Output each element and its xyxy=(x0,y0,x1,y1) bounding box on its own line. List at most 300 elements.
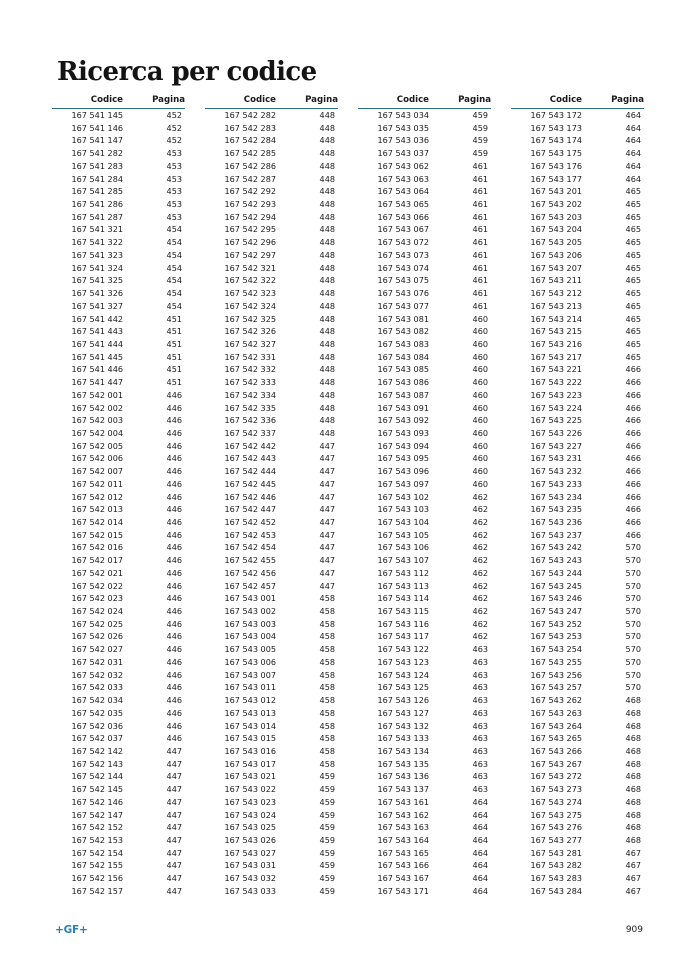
product-code: 167 542 145 xyxy=(71,784,123,795)
table-row xyxy=(205,809,338,822)
product-code: 167 542 443 xyxy=(224,453,276,464)
page-ref: 461 xyxy=(472,160,488,171)
page-ref: 465 xyxy=(625,249,641,260)
page-ref: 447 xyxy=(166,758,182,769)
table-row xyxy=(52,529,185,542)
page-ref: 464 xyxy=(625,160,641,171)
table-row xyxy=(205,262,338,275)
page-ref: 465 xyxy=(625,313,641,324)
header-codice: Codice xyxy=(243,95,276,105)
code-column-2 xyxy=(205,95,338,898)
table-row xyxy=(205,707,338,720)
page-ref: 459 xyxy=(472,148,488,159)
page-ref: 464 xyxy=(625,148,641,159)
product-code: 167 543 282 xyxy=(530,860,582,871)
table-row xyxy=(511,834,644,847)
product-code: 167 543 081 xyxy=(377,313,429,324)
page-title: Ricerca per codice xyxy=(57,57,317,88)
product-code: 167 543 007 xyxy=(224,669,276,680)
table-row xyxy=(358,325,491,338)
page-ref: 448 xyxy=(319,186,335,197)
page-ref: 447 xyxy=(166,745,182,756)
product-code: 167 543 015 xyxy=(224,733,276,744)
table-row xyxy=(511,274,644,287)
product-code: 167 542 016 xyxy=(71,542,123,553)
page-ref: 460 xyxy=(472,326,488,337)
page-ref: 463 xyxy=(472,758,488,769)
product-code: 167 542 022 xyxy=(71,580,123,591)
product-code: 167 543 161 xyxy=(377,796,429,807)
table-row xyxy=(358,249,491,262)
product-code: 167 543 223 xyxy=(530,389,582,400)
product-code: 167 543 102 xyxy=(377,491,429,502)
product-code: 167 543 211 xyxy=(530,275,582,286)
page-ref: 454 xyxy=(166,224,182,235)
page-ref: 462 xyxy=(472,593,488,604)
table-row xyxy=(358,376,491,389)
product-code: 167 543 004 xyxy=(224,631,276,642)
page-ref: 461 xyxy=(472,186,488,197)
table-row xyxy=(358,402,491,415)
table-row xyxy=(358,859,491,872)
table-row xyxy=(511,313,644,326)
page-ref: 464 xyxy=(472,885,488,896)
page-ref: 459 xyxy=(319,809,335,820)
table-row xyxy=(511,643,644,656)
page-ref: 448 xyxy=(319,275,335,286)
product-code: 167 543 127 xyxy=(377,707,429,718)
product-code: 167 543 132 xyxy=(377,720,429,731)
page-ref: 466 xyxy=(625,478,641,489)
product-code: 167 542 147 xyxy=(71,809,123,820)
product-code: 167 542 454 xyxy=(224,542,276,553)
page-ref: 460 xyxy=(472,427,488,438)
table-row xyxy=(52,885,185,898)
header-codice: Codice xyxy=(90,95,123,105)
page-ref: 448 xyxy=(319,211,335,222)
table-row xyxy=(358,313,491,326)
page-ref: 447 xyxy=(166,784,182,795)
page-ref: 459 xyxy=(319,822,335,833)
page-ref: 463 xyxy=(472,745,488,756)
page-ref: 446 xyxy=(166,580,182,591)
page-ref: 463 xyxy=(472,682,488,693)
product-code: 167 542 452 xyxy=(224,517,276,527)
table-row xyxy=(511,745,644,758)
page-ref: 570 xyxy=(625,669,641,680)
page-ref: 570 xyxy=(625,644,641,655)
table-row xyxy=(52,783,185,796)
table-row xyxy=(205,211,338,224)
table-row xyxy=(511,147,644,160)
table-row xyxy=(52,516,185,529)
product-code: 167 543 104 xyxy=(377,517,429,527)
table-row xyxy=(511,427,644,440)
product-code: 167 543 272 xyxy=(530,771,582,782)
page-ref: 468 xyxy=(625,758,641,769)
table-row xyxy=(358,694,491,707)
product-code: 167 542 442 xyxy=(224,440,276,451)
table-row xyxy=(358,109,491,122)
table-row xyxy=(205,567,338,580)
page-ref: 465 xyxy=(625,262,641,273)
page-ref: 461 xyxy=(472,237,488,248)
product-code: 167 543 135 xyxy=(377,758,429,769)
product-code: 167 543 114 xyxy=(377,593,429,604)
table-row xyxy=(52,580,185,593)
product-code: 167 543 275 xyxy=(530,809,582,820)
page-ref: 448 xyxy=(319,110,335,120)
page-ref: 458 xyxy=(319,695,335,706)
product-code: 167 542 153 xyxy=(71,834,123,845)
page-ref: 466 xyxy=(625,504,641,515)
page-ref: 452 xyxy=(166,122,182,133)
page-ref: 461 xyxy=(472,300,488,311)
page-ref: 458 xyxy=(319,720,335,731)
page-ref: 447 xyxy=(319,504,335,515)
page-ref: 461 xyxy=(472,288,488,299)
table-row xyxy=(205,745,338,758)
product-code: 167 542 035 xyxy=(71,707,123,718)
table-row xyxy=(511,389,644,402)
table-row xyxy=(358,783,491,796)
table-row xyxy=(511,821,644,834)
page-ref: 458 xyxy=(319,593,335,604)
table-row xyxy=(205,287,338,300)
page-ref: 446 xyxy=(166,733,182,744)
table-row xyxy=(205,859,338,872)
page-ref: 463 xyxy=(472,720,488,731)
table-row xyxy=(358,630,491,643)
table-row xyxy=(52,440,185,453)
table-row xyxy=(52,223,185,236)
page-number: 909 xyxy=(625,925,643,935)
header-pagina: Pagina xyxy=(611,95,644,105)
page-ref: 464 xyxy=(472,860,488,871)
page-ref: 447 xyxy=(166,822,182,833)
page-ref: 446 xyxy=(166,491,182,502)
product-code: 167 543 037 xyxy=(377,148,429,159)
page-ref: 461 xyxy=(472,224,488,235)
table-row xyxy=(358,414,491,427)
page-ref: 446 xyxy=(166,517,182,527)
table-row xyxy=(511,109,644,122)
table-row xyxy=(205,223,338,236)
product-code: 167 543 035 xyxy=(377,122,429,133)
table-row xyxy=(52,173,185,186)
table-row xyxy=(52,745,185,758)
page-ref: 446 xyxy=(166,415,182,426)
table-row xyxy=(52,720,185,733)
page-ref: 570 xyxy=(625,542,641,553)
table-row xyxy=(205,351,338,364)
product-code: 167 543 134 xyxy=(377,745,429,756)
table-row xyxy=(358,720,491,733)
header-codice: Codice xyxy=(396,95,429,105)
page-ref: 454 xyxy=(166,237,182,248)
header-codice: Codice xyxy=(549,95,582,105)
product-code: 167 542 006 xyxy=(71,453,123,464)
page-ref: 461 xyxy=(472,249,488,260)
product-code: 167 542 444 xyxy=(224,466,276,477)
product-code: 167 543 273 xyxy=(530,784,582,795)
table-row xyxy=(52,160,185,173)
product-code: 167 542 146 xyxy=(71,796,123,807)
product-code: 167 543 003 xyxy=(224,618,276,629)
page-ref: 448 xyxy=(319,249,335,260)
product-code: 167 543 091 xyxy=(377,402,429,413)
page-ref: 453 xyxy=(166,148,182,159)
page-ref: 452 xyxy=(166,135,182,146)
page-ref: 446 xyxy=(166,504,182,515)
table-row xyxy=(511,872,644,885)
product-code: 167 543 033 xyxy=(224,885,276,896)
product-code: 167 543 117 xyxy=(377,631,429,642)
product-code: 167 541 444 xyxy=(71,338,123,349)
page-ref: 464 xyxy=(472,796,488,807)
product-code: 167 543 077 xyxy=(377,300,429,311)
table-row xyxy=(358,173,491,186)
table-row xyxy=(358,363,491,376)
table-row xyxy=(52,503,185,516)
product-code: 167 542 025 xyxy=(71,618,123,629)
page-ref: 448 xyxy=(319,148,335,159)
page-ref: 448 xyxy=(319,300,335,311)
product-code: 167 543 267 xyxy=(530,758,582,769)
header-pagina: Pagina xyxy=(152,95,185,105)
product-code: 167 543 027 xyxy=(224,847,276,858)
page-ref: 465 xyxy=(625,211,641,222)
page-ref: 446 xyxy=(166,567,182,578)
table-row xyxy=(511,325,644,338)
page-ref: 447 xyxy=(166,771,182,782)
page-ref: 451 xyxy=(166,338,182,349)
table-row xyxy=(205,389,338,402)
table-row xyxy=(358,491,491,504)
page-ref: 464 xyxy=(472,847,488,858)
table-row xyxy=(205,325,338,338)
page-ref: 467 xyxy=(625,885,641,896)
page-ref: 463 xyxy=(472,644,488,655)
table-row xyxy=(52,389,185,402)
table-row xyxy=(52,847,185,860)
page-ref: 458 xyxy=(319,707,335,718)
table-row xyxy=(358,274,491,287)
page-ref: 463 xyxy=(472,669,488,680)
page-ref: 461 xyxy=(472,262,488,273)
product-code: 167 543 031 xyxy=(224,860,276,871)
product-code: 167 543 243 xyxy=(530,555,582,566)
product-code: 167 542 295 xyxy=(224,224,276,235)
table-row xyxy=(511,656,644,669)
page-ref: 463 xyxy=(472,695,488,706)
page-ref: 461 xyxy=(472,173,488,184)
table-row xyxy=(358,338,491,351)
table-row xyxy=(52,274,185,287)
table-row xyxy=(511,770,644,783)
product-code: 167 541 324 xyxy=(71,262,123,273)
product-code: 167 542 331 xyxy=(224,351,276,362)
product-code: 167 543 162 xyxy=(377,809,429,820)
product-code: 167 542 327 xyxy=(224,338,276,349)
table-row xyxy=(511,160,644,173)
page-ref: 448 xyxy=(319,338,335,349)
table-row xyxy=(205,376,338,389)
page-ref: 453 xyxy=(166,160,182,171)
product-code: 167 543 082 xyxy=(377,326,429,337)
code-column-1 xyxy=(52,95,185,898)
page-ref: 460 xyxy=(472,453,488,464)
product-code: 167 543 263 xyxy=(530,707,582,718)
product-code: 167 541 146 xyxy=(71,122,123,133)
table-row xyxy=(511,300,644,313)
product-code: 167 542 001 xyxy=(71,389,123,400)
page-ref: 446 xyxy=(166,478,182,489)
page-ref: 454 xyxy=(166,262,182,273)
table-row xyxy=(358,351,491,364)
product-code: 167 542 013 xyxy=(71,504,123,515)
table-row xyxy=(52,414,185,427)
page-ref: 464 xyxy=(472,822,488,833)
product-code: 167 543 032 xyxy=(224,873,276,884)
table-row xyxy=(52,452,185,465)
table-row xyxy=(511,134,644,147)
product-code: 167 543 026 xyxy=(224,834,276,845)
table-row xyxy=(511,732,644,745)
table-row xyxy=(511,516,644,529)
page-ref: 460 xyxy=(472,440,488,451)
table-row xyxy=(358,707,491,720)
table-row xyxy=(52,300,185,313)
page-ref: 460 xyxy=(472,338,488,349)
product-code: 167 543 265 xyxy=(530,733,582,744)
table-row xyxy=(205,300,338,313)
table-row xyxy=(511,580,644,593)
table-row xyxy=(511,503,644,516)
table-row xyxy=(52,681,185,694)
product-code: 167 543 205 xyxy=(530,237,582,248)
page-ref: 448 xyxy=(319,288,335,299)
table-row xyxy=(205,758,338,771)
table-row xyxy=(511,491,644,504)
page-ref: 446 xyxy=(166,695,182,706)
page-ref: 447 xyxy=(319,580,335,591)
page-ref: 466 xyxy=(625,427,641,438)
page-ref: 570 xyxy=(625,606,641,617)
table-row xyxy=(511,363,644,376)
product-code: 167 543 115 xyxy=(377,606,429,617)
page-ref: 468 xyxy=(625,822,641,833)
table-row xyxy=(205,402,338,415)
table-row xyxy=(511,122,644,135)
table-row xyxy=(358,605,491,618)
page-ref: 446 xyxy=(166,682,182,693)
page-ref: 459 xyxy=(319,771,335,782)
table-row xyxy=(511,669,644,682)
table-row xyxy=(205,834,338,847)
page-ref: 448 xyxy=(319,402,335,413)
page-ref: 448 xyxy=(319,160,335,171)
table-row xyxy=(52,198,185,211)
table-row xyxy=(52,872,185,885)
table-row xyxy=(358,185,491,198)
product-code: 167 542 287 xyxy=(224,173,276,184)
table-row xyxy=(358,427,491,440)
product-code: 167 543 073 xyxy=(377,249,429,260)
product-code: 167 543 255 xyxy=(530,656,582,667)
page-ref: 466 xyxy=(625,453,641,464)
table-row xyxy=(52,287,185,300)
product-code: 167 542 155 xyxy=(71,860,123,871)
product-code: 167 543 284 xyxy=(530,885,582,896)
page-ref: 466 xyxy=(625,402,641,413)
table-row xyxy=(358,567,491,580)
table-row xyxy=(511,249,644,262)
table-row xyxy=(52,478,185,491)
page-ref: 458 xyxy=(319,733,335,744)
page-ref: 446 xyxy=(166,669,182,680)
product-code: 167 542 002 xyxy=(71,402,123,413)
product-code: 167 542 283 xyxy=(224,122,276,133)
product-code: 167 542 014 xyxy=(71,517,123,527)
product-code: 167 542 457 xyxy=(224,580,276,591)
product-code: 167 542 294 xyxy=(224,211,276,222)
table-row xyxy=(205,541,338,554)
product-code: 167 543 085 xyxy=(377,364,429,375)
page-ref: 570 xyxy=(625,656,641,667)
page-ref: 468 xyxy=(625,733,641,744)
table-row xyxy=(205,872,338,885)
table-row xyxy=(358,643,491,656)
product-code: 167 543 012 xyxy=(224,695,276,706)
table-row xyxy=(205,885,338,898)
product-code: 167 543 017 xyxy=(224,758,276,769)
product-code: 167 542 455 xyxy=(224,555,276,566)
table-row xyxy=(52,134,185,147)
page-ref: 462 xyxy=(472,504,488,515)
product-code: 167 542 447 xyxy=(224,504,276,515)
page-ref: 458 xyxy=(319,618,335,629)
product-code: 167 541 442 xyxy=(71,313,123,324)
page-ref: 468 xyxy=(625,720,641,731)
table-row xyxy=(358,796,491,809)
page-ref: 446 xyxy=(166,707,182,718)
product-code: 167 542 032 xyxy=(71,669,123,680)
table-row xyxy=(358,529,491,542)
product-code: 167 543 254 xyxy=(530,644,582,655)
product-code: 167 541 284 xyxy=(71,173,123,184)
page-ref: 460 xyxy=(472,466,488,477)
table-row xyxy=(52,567,185,580)
table-row xyxy=(511,529,644,542)
table-row xyxy=(511,809,644,822)
page-ref: 461 xyxy=(472,211,488,222)
product-code: 167 542 326 xyxy=(224,326,276,337)
table-row xyxy=(52,618,185,631)
product-code: 167 543 253 xyxy=(530,631,582,642)
product-code: 167 541 327 xyxy=(71,300,123,311)
page-ref: 453 xyxy=(166,186,182,197)
product-code: 167 543 201 xyxy=(530,186,582,197)
product-code: 167 543 234 xyxy=(530,491,582,502)
product-code: 167 542 292 xyxy=(224,186,276,197)
table-row xyxy=(52,669,185,682)
product-code: 167 543 095 xyxy=(377,453,429,464)
page-ref: 464 xyxy=(625,122,641,133)
page-ref: 462 xyxy=(472,631,488,642)
page-ref: 446 xyxy=(166,440,182,451)
product-code: 167 542 286 xyxy=(224,160,276,171)
